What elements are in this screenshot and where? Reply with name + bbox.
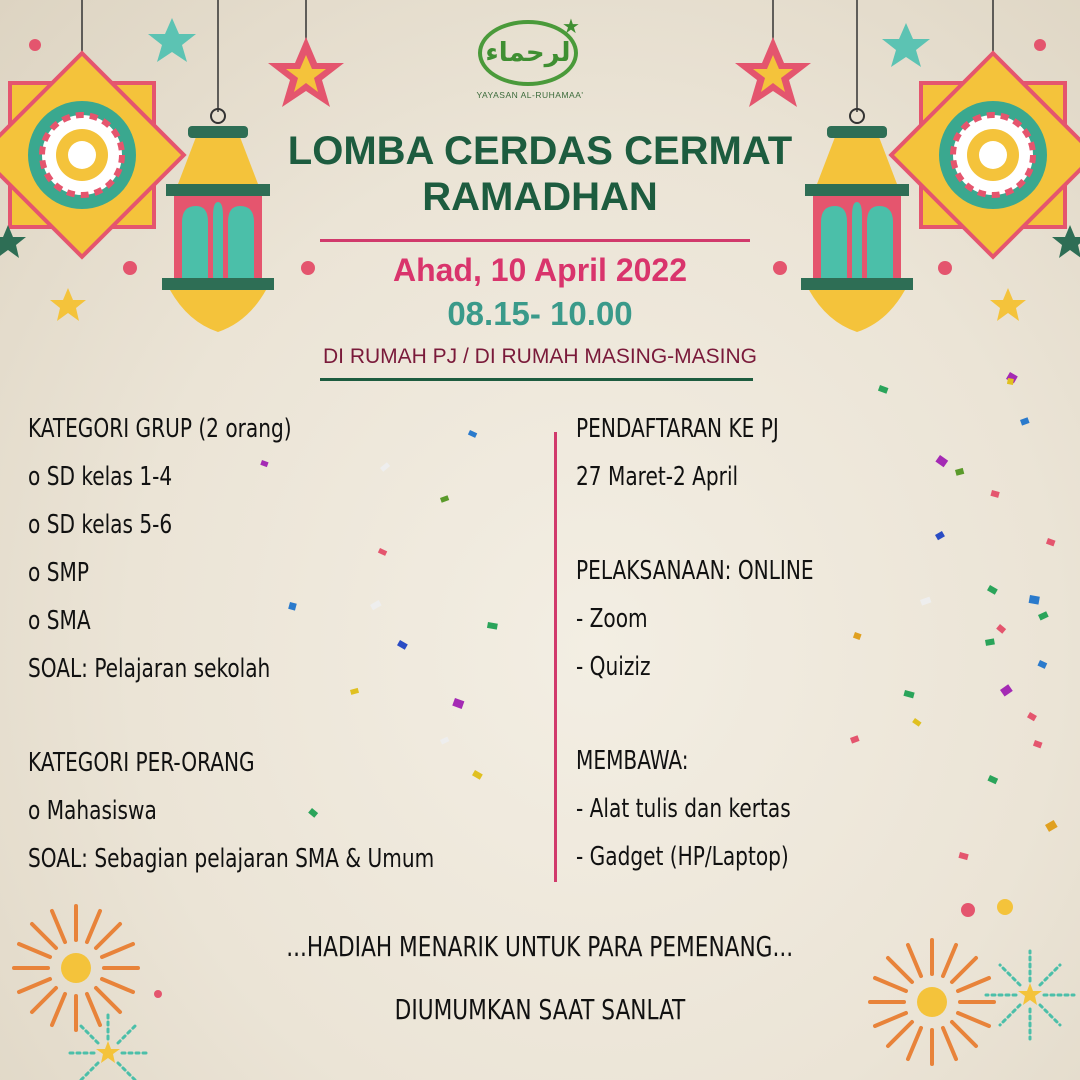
single-category-heading: KATEGORI PER-ORANG bbox=[28, 748, 255, 778]
title-line-1: LOMBA CERDAS CERMAT bbox=[287, 129, 793, 173]
logo-org-name: YAYASAN AL-RUHAMAA' bbox=[476, 90, 584, 100]
event-location: DI RUMAH PJ / DI RUMAH MASING-MASING bbox=[322, 345, 758, 368]
single-item: o Mahasiswa bbox=[28, 796, 157, 826]
star-teal-2 bbox=[882, 23, 930, 67]
firework-left bbox=[14, 906, 138, 1030]
group-soal: SOAL: Pelajaran sekolah bbox=[28, 654, 271, 684]
column-divider bbox=[554, 432, 557, 882]
star-gold-2 bbox=[990, 288, 1026, 321]
bring-item: - Alat tulis dan kertas bbox=[576, 794, 791, 824]
execution-item: - Zoom bbox=[576, 604, 648, 634]
ornament-left bbox=[0, 53, 184, 257]
group-category-heading: KATEGORI GRUP (2 orang) bbox=[28, 414, 292, 444]
location-underline bbox=[320, 378, 753, 381]
right-column bbox=[576, 405, 996, 881]
star-green-1 bbox=[0, 225, 26, 258]
title-line-2: RAMADHAN bbox=[422, 175, 658, 219]
star-gold-1 bbox=[50, 288, 86, 321]
title-underline bbox=[320, 239, 750, 242]
poster-title bbox=[200, 128, 880, 220]
announcement-note: DIUMUMKAN SAAT SANLAT bbox=[394, 993, 686, 1026]
logo-star-icon: ★ bbox=[562, 14, 580, 38]
group-item: o SD kelas 1-4 bbox=[28, 462, 173, 492]
ornament-right bbox=[891, 53, 1080, 257]
logo bbox=[470, 12, 590, 122]
star-teal-1 bbox=[148, 18, 196, 62]
bring-heading: MEMBAWA: bbox=[576, 746, 689, 776]
prize-announcement: ...HADIAH MENARIK UNTUK PARA PEMENANG... bbox=[286, 930, 794, 963]
registration-date: 27 Maret-2 April bbox=[576, 462, 739, 492]
star-gold-3 bbox=[96, 1041, 120, 1063]
star-gold-4 bbox=[1018, 983, 1042, 1005]
bring-item: - Gadget (HP/Laptop) bbox=[576, 842, 789, 872]
group-item: o SMP bbox=[28, 558, 89, 588]
single-soal: SOAL: Sebagian pelajaran SMA & Umum bbox=[28, 844, 435, 874]
event-time: 08.15- 10.00 bbox=[447, 295, 633, 332]
registration-heading: PENDAFTARAN KE PJ bbox=[576, 414, 779, 444]
left-column bbox=[28, 405, 548, 883]
execution-item: - Quiziz bbox=[576, 652, 651, 682]
event-date: Ahad, 10 April 2022 bbox=[392, 252, 688, 288]
logo-arabic-text: لرحماء bbox=[485, 38, 571, 68]
star-pink-right bbox=[735, 37, 811, 107]
star-pink-left bbox=[268, 37, 344, 107]
group-item: o SMA bbox=[28, 606, 91, 636]
star-green-2 bbox=[1052, 225, 1080, 258]
group-item: o SD kelas 5-6 bbox=[28, 510, 173, 540]
execution-heading: PELAKSANAAN: ONLINE bbox=[576, 556, 814, 586]
